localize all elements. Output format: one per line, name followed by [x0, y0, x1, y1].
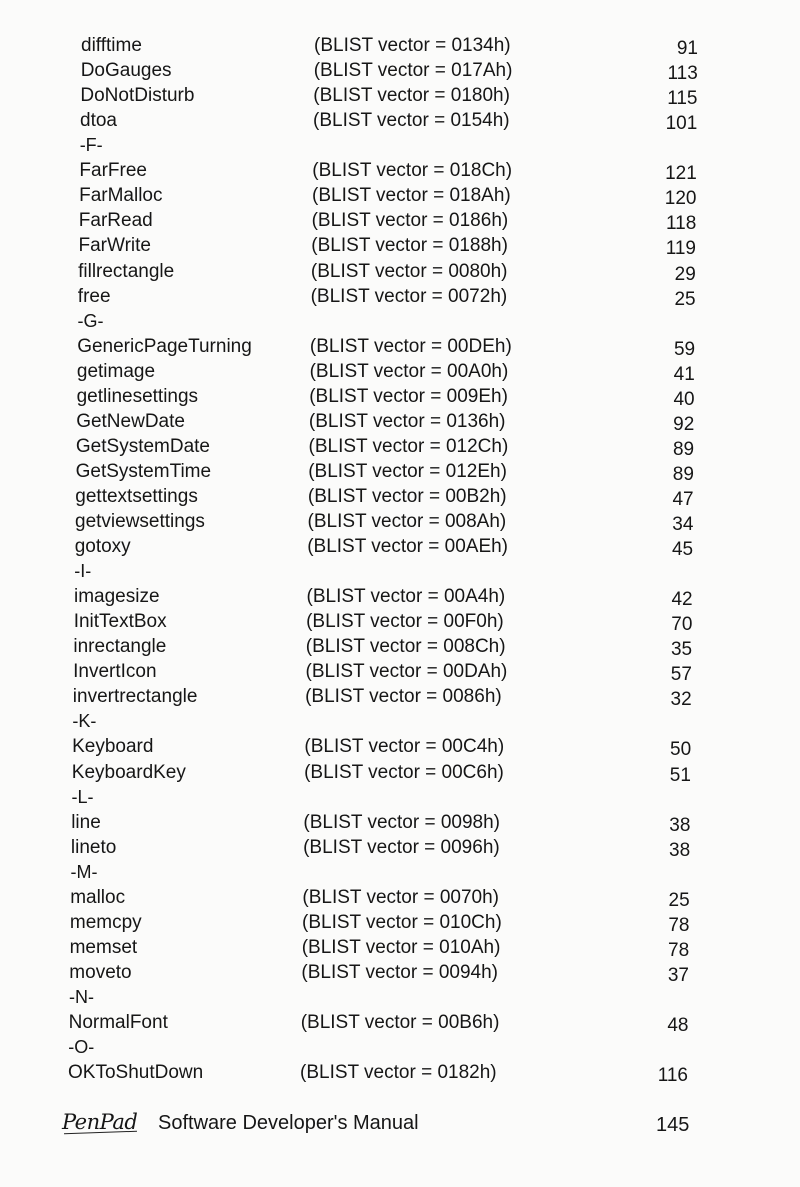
blist-vector: (BLIST vector = 0096h): [303, 836, 500, 858]
index-section-header: [0, 309, 800, 334]
index-entry: [0, 158, 800, 183]
blist-vector: (BLIST vector = 017Ah): [313, 60, 513, 81]
page-reference: 101: [665, 113, 698, 135]
index-entry: [0, 384, 800, 409]
section-letter: -L-: [71, 786, 94, 807]
blist-vector: (BLIST vector = 0086h): [305, 686, 502, 708]
blist-vector: (BLIST vector = 00C6h): [304, 761, 504, 783]
blist-vector: (BLIST vector = 00A0h): [309, 360, 509, 382]
blist-vector: (BLIST vector = 0072h): [310, 285, 508, 307]
index-entry: [0, 83, 800, 108]
function-name: KeyboardKey: [71, 761, 186, 783]
index-entry: [0, 734, 800, 759]
page-reference: 25: [674, 288, 696, 310]
index-entry: [0, 910, 800, 935]
page-reference: 35: [670, 639, 693, 661]
index-entry: [0, 1010, 800, 1035]
page-reference: 34: [672, 513, 694, 535]
index-entry: [0, 108, 800, 133]
index-entry: [0, 409, 800, 434]
function-name: memcpy: [69, 911, 142, 933]
blist-vector: (BLIST vector = 00B6h): [300, 1012, 500, 1033]
index-section-header: [0, 559, 800, 584]
section-letter: -M-: [70, 861, 98, 882]
page-reference: 48: [667, 1015, 689, 1036]
page-reference: 116: [657, 1065, 688, 1086]
page-reference: 121: [665, 163, 697, 185]
blist-vector: (BLIST vector = 009Eh): [309, 385, 508, 407]
page-reference: 42: [671, 589, 693, 611]
index-entry: [0, 284, 800, 309]
index-entry: [0, 885, 800, 910]
page-reference: 119: [665, 238, 696, 260]
function-name: GetSystemTime: [75, 460, 212, 482]
section-letter: -G-: [77, 310, 104, 331]
blist-vector: (BLIST vector = 0070h): [302, 886, 500, 908]
function-name: line: [71, 811, 101, 833]
function-name: FarRead: [78, 210, 153, 232]
index-entry: [0, 33, 800, 58]
blist-vector: (BLIST vector = 00F0h): [306, 611, 504, 633]
function-name: InvertIcon: [73, 661, 157, 683]
function-name: getimage: [76, 360, 156, 382]
index-section-header: [0, 1035, 800, 1060]
page-reference: 41: [673, 363, 695, 385]
function-name: malloc: [70, 886, 126, 908]
function-name: memset: [69, 936, 138, 958]
penpad-logo: PenPad: [62, 1110, 138, 1134]
page-reference: 38: [669, 839, 691, 861]
function-name: getlinesettings: [76, 385, 199, 407]
page-reference: 37: [667, 964, 689, 986]
footer-page-number: 145: [656, 1114, 690, 1136]
index-entry: [0, 1060, 800, 1085]
index-entry: [0, 359, 800, 384]
index-entry: [0, 58, 800, 83]
function-name: invertrectangle: [72, 686, 198, 708]
blist-vector: (BLIST vector = 008Ch): [305, 636, 506, 658]
index-entry: [0, 835, 800, 860]
blist-vector: (BLIST vector = 008Ah): [307, 510, 507, 532]
index-section-header: [0, 785, 800, 810]
blist-vector: (BLIST vector = 00A4h): [306, 586, 506, 608]
blist-vector: (BLIST vector = 010Ah): [301, 936, 501, 958]
function-name: difftime: [81, 35, 142, 56]
function-name: gettextsettings: [75, 485, 198, 507]
function-name: moveto: [69, 961, 132, 983]
page-reference: 118: [666, 213, 697, 235]
index-section-header: [0, 133, 800, 158]
function-name: GetNewDate: [76, 410, 185, 432]
index-entry: [0, 634, 800, 659]
blist-vector: (BLIST vector = 0186h): [311, 210, 509, 232]
index-section-header: [0, 985, 800, 1010]
page-reference: 51: [669, 764, 691, 786]
index-entry: [0, 935, 800, 960]
blist-vector: (BLIST vector = 00AEh): [307, 536, 509, 557]
page-reference: 78: [668, 939, 690, 961]
blist-vector: (BLIST vector = 0134h): [314, 35, 511, 56]
page-reference: 89: [672, 438, 695, 460]
blist-vector: (BLIST vector = 0094h): [301, 961, 499, 983]
page-reference: 45: [671, 539, 694, 560]
blist-vector: (BLIST vector = 0188h): [311, 235, 508, 257]
manual-title: Software Developer's Manual: [158, 1112, 419, 1134]
function-name: DoGauges: [80, 60, 172, 81]
index-entry: [0, 684, 800, 709]
page-reference: 59: [673, 338, 696, 360]
page-reference: 78: [668, 914, 690, 936]
page-reference: 57: [670, 664, 692, 686]
page-reference: 38: [669, 814, 691, 836]
section-letter: -I-: [74, 561, 92, 582]
index-entry: [0, 334, 800, 359]
page-footer: [62, 1108, 702, 1144]
blist-vector: (BLIST vector = 00DEh): [309, 335, 512, 357]
page-reference: 40: [673, 388, 695, 410]
index-entry: [0, 259, 800, 284]
index-entry: [0, 509, 800, 534]
blist-vector: (BLIST vector = 018Ch): [312, 160, 513, 182]
section-letter: -F-: [79, 135, 103, 156]
function-name: FarWrite: [78, 235, 151, 257]
index-entry: [0, 484, 800, 509]
function-name: InitTextBox: [73, 611, 167, 633]
page-reference: 115: [667, 88, 698, 110]
function-name: inrectangle: [73, 636, 167, 658]
index-entry: [0, 810, 800, 835]
blist-vector: (BLIST vector = 00DAh): [305, 661, 508, 683]
index-entry: [0, 960, 800, 985]
index-entry: [0, 233, 800, 258]
index-entry: [0, 659, 800, 684]
index-entry: [0, 609, 800, 634]
index-entry: [0, 534, 800, 559]
function-name: OKToShutDown: [68, 1062, 204, 1083]
page-reference: 25: [668, 889, 690, 911]
blist-vector: (BLIST vector = 00C4h): [304, 736, 505, 758]
blist-vector: (BLIST vector = 018Ah): [312, 185, 511, 207]
function-name: DoNotDisturb: [80, 85, 195, 107]
index-entry: [0, 208, 800, 233]
function-name: GetSystemDate: [75, 435, 210, 457]
page-reference: 70: [671, 614, 693, 636]
index-section-header: [0, 860, 800, 885]
blist-vector: (BLIST vector = 0154h): [313, 110, 510, 132]
function-name: dtoa: [80, 110, 117, 132]
index-entry: [0, 760, 800, 785]
blist-vector: (BLIST vector = 012Ch): [308, 435, 509, 457]
page-reference: 32: [670, 689, 692, 711]
section-letter: -O-: [68, 1037, 95, 1057]
page-reference: 89: [672, 463, 694, 485]
index-entry: [0, 434, 800, 459]
blist-vector: (BLIST vector = 0080h): [310, 260, 508, 282]
page-reference: 113: [667, 63, 698, 84]
function-name: NormalFont: [68, 1012, 168, 1033]
blist-vector: (BLIST vector = 00B2h): [307, 485, 507, 507]
function-name: GenericPageTurning: [77, 335, 252, 357]
index-entry: [0, 183, 800, 208]
function-name: Keyboard: [72, 736, 154, 758]
blist-vector: (BLIST vector = 012Eh): [308, 460, 507, 482]
function-name: free: [77, 285, 111, 307]
page-reference: 47: [672, 488, 694, 510]
blist-vector: (BLIST vector = 0182h): [300, 1062, 497, 1083]
blist-vector: (BLIST vector = 0180h): [313, 85, 510, 107]
blist-vector: (BLIST vector = 0098h): [303, 811, 501, 833]
page-reference: 29: [674, 263, 696, 285]
function-name: FarMalloc: [79, 185, 163, 207]
page-reference: 92: [673, 413, 695, 435]
page-reference: 91: [676, 38, 698, 59]
index-entry: [0, 584, 800, 609]
blist-vector: (BLIST vector = 0136h): [308, 410, 506, 432]
blist-vector: (BLIST vector = 010Ch): [302, 911, 502, 933]
section-letter: -N-: [69, 986, 94, 1007]
function-name: FarFree: [79, 160, 147, 182]
function-name: getviewsettings: [75, 510, 205, 532]
function-name: imagesize: [74, 586, 160, 608]
function-name: lineto: [70, 836, 117, 858]
function-name: fillrectangle: [78, 260, 175, 282]
page-reference: 120: [664, 188, 697, 210]
index-entry: [0, 459, 800, 484]
section-letter: -K-: [72, 711, 97, 732]
function-name: gotoxy: [74, 536, 131, 557]
page-reference: 50: [670, 739, 692, 761]
index-section-header: [0, 709, 800, 734]
